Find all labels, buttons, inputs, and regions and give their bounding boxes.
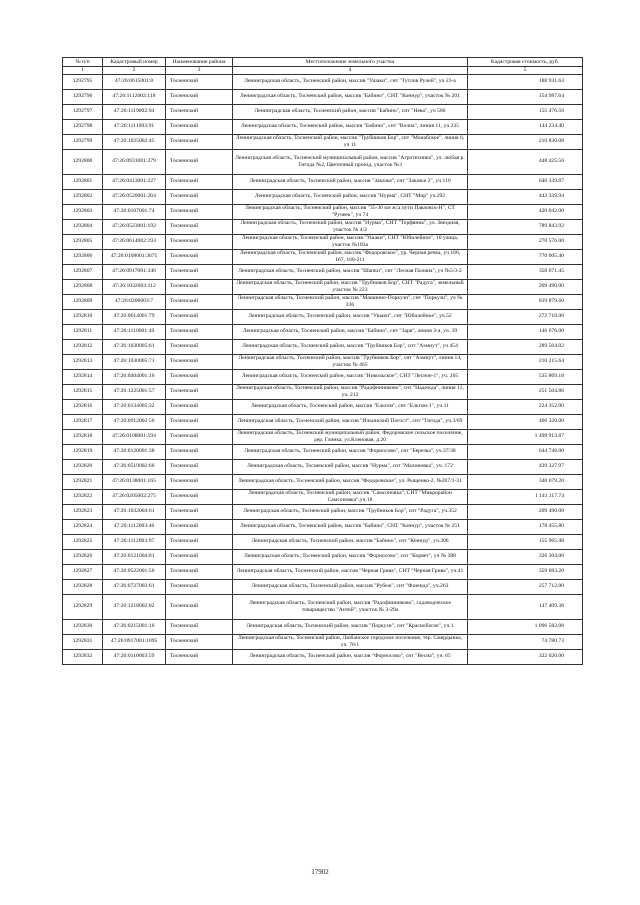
cadastral-value: 358 071.45 — [468, 264, 583, 279]
cadastral-number: 47:26:0107001:74 — [103, 204, 166, 219]
land-location: Ленинградская область, Тосненский район, массив "Федоровское", ул. Рыщенко-2, №267/1-31 — [233, 474, 468, 489]
land-location: Ленинградская область, Тосненский муниципальный район, Федоровское сельское поселение, дер. Глинка, ул.Кленовая, д.20 — [233, 429, 468, 444]
row-number: 1292817 — [63, 414, 103, 429]
land-location: Ленинградская область, Тосненский район, массив "Нурма", СНТ "Мир" уч.292 — [233, 189, 468, 204]
cadastral-number: 47:26:0614002:193 — [103, 234, 166, 249]
district-name: Тосненский — [166, 474, 233, 489]
page-number: 17902 — [311, 868, 329, 876]
cadastral-value: 155 965.48 — [468, 534, 583, 549]
land-location: Ленинградская область, Тосненский район, массив "Форносово", снт "Весна", уч. 65 — [233, 649, 468, 664]
cadastral-value: 535 869.18 — [468, 369, 583, 384]
row-number: 1292832 — [63, 649, 103, 664]
row-number: 1292824 — [63, 519, 103, 534]
cadastral-value: 144 234.40 — [468, 119, 583, 134]
cadastral-number: 47:26:0912002:56 — [103, 414, 166, 429]
cadastral-number: 47:26:1032003:112 — [103, 279, 166, 294]
district-name: Тосненский — [166, 504, 233, 519]
cadastral-value: 188 931.63 — [468, 74, 583, 89]
land-location: Ленинградская область, Тосненский район, массив "Нурма", СНТ "Торфяник", ул. Звездная, участок № 4/2 — [233, 219, 468, 234]
cadastral-value: 340 679.20 — [468, 474, 583, 489]
cadastral-number: 47:26:1112003:46 — [103, 519, 166, 534]
row-number: 1292798 — [63, 119, 103, 134]
land-location: Ленинградская область, Тосненский район, массив "Бабино", СНТ "Коннур", участок № 251 — [233, 519, 468, 534]
column-index: 1 — [63, 67, 103, 75]
row-number: 1292804 — [63, 219, 103, 234]
table-row — [63, 219, 583, 234]
land-location: Ленинградская область, Тосненский район, массив "Ушаки", снт "Юбилейное", уч.52 — [233, 309, 468, 324]
cadastral-value: 210 830.08 — [468, 134, 583, 149]
table-row — [63, 619, 583, 634]
cadastral-value: 210 215.64 — [468, 354, 583, 369]
district-name: Тосненский — [166, 279, 233, 294]
cadastral-number: 47:26:0206003:7 — [103, 294, 166, 309]
district-name: Тосненский — [166, 249, 233, 264]
cadastral-value: 442 339.94 — [468, 189, 583, 204]
row-number: 1292803 — [63, 204, 103, 219]
column-index: 5 — [468, 67, 583, 75]
row-number: 1292800 — [63, 149, 103, 174]
column-index: 2 — [103, 67, 166, 75]
cadastral-number: 47:26:0522001:56 — [103, 564, 166, 579]
table-row — [63, 444, 583, 459]
table-row — [63, 384, 583, 399]
district-name: Тосненский — [166, 429, 233, 444]
row-number: 1292807 — [63, 264, 103, 279]
row-number: 1292814 — [63, 369, 103, 384]
cadastral-value: 289 504.02 — [468, 339, 583, 354]
cadastral-number: 47:26:0520001:264 — [103, 189, 166, 204]
district-name: Тосненский — [166, 354, 233, 369]
land-location: Ленинградская область, Тосненский район, массив "Ушаки", снт "Тутлов Ручей", уч 23-а — [233, 74, 468, 89]
cadastral-value: 359 083.20 — [468, 564, 583, 579]
land-location: Ленинградская область, Тосненский район, массив "Бабино", снт "Волна", линия 11, уч 235 — [233, 119, 468, 134]
table-row — [63, 279, 583, 294]
row-number: 1292823 — [63, 504, 103, 519]
land-location: Ленинградская область, Тосненский район, массив "Поркузи", снт "Краснобогач", уч.1 — [233, 619, 468, 634]
row-number: 1292826 — [63, 549, 103, 564]
land-location: Ленинградская область, Тосненский район, массив "Ельтом", снт "Ельтом-1", уч.11 — [233, 399, 468, 414]
cadastral-number: 47:26:1030005:71 — [103, 354, 166, 369]
table-row — [63, 249, 583, 264]
cadastral-value: 147 409.38 — [468, 594, 583, 619]
cadastral-number: 47:26:0120001:38 — [103, 444, 166, 459]
table-row — [63, 634, 583, 649]
table-row — [63, 354, 583, 369]
cadastral-number: 47:26:0917001:1095 — [103, 634, 166, 649]
district-name: Тосненский — [166, 564, 233, 579]
table-row — [63, 399, 583, 414]
cadastral-number: 47:26:1111003:91 — [103, 119, 166, 134]
cadastral-value: 406 320.00 — [468, 414, 583, 429]
cadastral-number: 47:26:0108001:594 — [103, 429, 166, 444]
column-index-row — [63, 67, 583, 75]
row-number: 1292808 — [63, 279, 103, 294]
cadastral-number: 47:26:0138001:165 — [103, 474, 166, 489]
district-name: Тосненский — [166, 549, 233, 564]
district-name: Тосненский — [166, 534, 233, 549]
land-registry-sheet — [62, 57, 582, 665]
land-location: Ленинградская область, Тосненский район, массив "Трубников Бор", СНТ "Радуга", земельный участок № 223 — [233, 279, 468, 294]
district-name: Тосненский — [166, 444, 233, 459]
district-name: Тосненский — [166, 234, 233, 249]
cadastral-value-table — [62, 57, 583, 665]
cadastral-value: 224 352.00 — [468, 399, 583, 414]
land-location: Ленинградская область, Тосненский район, массив "Трубников Бор", снт "Монабское", линия 6, уч 11 — [233, 134, 468, 149]
cadastral-value: 270 576.00 — [468, 234, 583, 249]
cadastral-value: 644 748.00 — [468, 444, 583, 459]
cadastral-value: 1 499 913.87 — [468, 429, 583, 444]
district-name: Тосненский — [166, 134, 233, 149]
table-row — [63, 519, 583, 534]
district-name: Тосненский — [166, 149, 233, 174]
cadastral-number: 47:26:1032004:61 — [103, 504, 166, 519]
district-name: Тосненский — [166, 459, 233, 474]
cadastral-value: 448 425.56 — [468, 149, 583, 174]
cadastral-value: 819 879.60 — [468, 294, 583, 309]
row-number: 1292801 — [63, 174, 103, 189]
header-location: Местоположение земельного участка — [233, 58, 468, 67]
land-location: Ленинградская область, Тосненский район, массив "Никольское", СНТ "Лесное-1", уч. 265 — [233, 369, 468, 384]
district-name: Тосненский — [166, 174, 233, 189]
table-row — [63, 564, 583, 579]
cadastral-number: 47:26:0205002:275 — [103, 489, 166, 504]
land-location: Ленинградская область, Тосненский район, массив "Черная Грива", СНТ "Черная Грива", уч.41 — [233, 564, 468, 579]
land-location: Ленинградская область, Тосненский район, массив "Трубников Бор", снт "Аэмнут", уч 454 — [233, 339, 468, 354]
cadastral-value: 154 987.64 — [468, 89, 583, 104]
column-index: 4 — [233, 67, 468, 75]
header-number: № п/п — [63, 58, 103, 67]
table-row — [63, 89, 583, 104]
land-location: Ленинградская область, Тосненский район, массив "Машинно-Поркузи", снт "Поркузи", уч № 336 — [233, 294, 468, 309]
cadastral-value: 251 504.86 — [468, 384, 583, 399]
table-row — [63, 74, 583, 89]
cadastral-value: 420 042.00 — [468, 204, 583, 219]
cadastral-number: 47:26:0614001:79 — [103, 309, 166, 324]
table-row — [63, 234, 583, 249]
row-number: 1292806 — [63, 249, 103, 264]
cadastral-value: 272 718.00 — [468, 309, 583, 324]
district-name: Тосненский — [166, 649, 233, 664]
district-name: Тосненский — [166, 399, 233, 414]
table-row — [63, 339, 583, 354]
table-row — [63, 414, 583, 429]
table-row — [63, 474, 583, 489]
district-name: Тосненский — [166, 619, 233, 634]
table-row — [63, 264, 583, 279]
district-name: Тосненский — [166, 324, 233, 339]
row-number: 1292799 — [63, 134, 103, 149]
cadastral-number: 47:26:0215001:16 — [103, 619, 166, 634]
district-name: Тосненский — [166, 594, 233, 619]
district-name: Тосненский — [166, 414, 233, 429]
table-row — [63, 119, 583, 134]
district-name: Тосненский — [166, 309, 233, 324]
table-row — [63, 429, 583, 444]
land-location: Ленинградская область, Тосненский район, Любанское городское поселение, тер. Смердынка, уч. 76/1 — [233, 634, 468, 649]
header-row — [63, 58, 583, 67]
table-row — [63, 324, 583, 339]
row-number: 1292811 — [63, 324, 103, 339]
row-number: 1292819 — [63, 444, 103, 459]
cadastral-number: 47:26:0523001:192 — [103, 219, 166, 234]
land-location: Ленинградская область, Тосненский район, массив "Ильинский Погост", снт "Тигода", уч.3/69 — [233, 414, 468, 429]
district-name: Тосненский — [166, 219, 233, 234]
cadastral-value: 146 676.00 — [468, 324, 583, 339]
row-number: 1292830 — [63, 619, 103, 634]
land-location: Ленинградская область, Тосненский район, массив "Бабино", снт "Коннур", уч.306 — [233, 534, 468, 549]
table-row — [63, 489, 583, 504]
cadastral-number: 47:26:1110001:49 — [103, 324, 166, 339]
cadastral-number: 47:26:1119002:94 — [103, 104, 166, 119]
table-row — [63, 174, 583, 189]
table-row — [63, 134, 583, 149]
district-name: Тосненский — [166, 489, 233, 504]
table-body — [63, 74, 583, 664]
table-row — [63, 104, 583, 119]
land-location: Ленинградская область, Тосненский район, массив "Бабино", СНТ "Коннур", участок № 201 — [233, 89, 468, 104]
row-number: 1292831 — [63, 634, 103, 649]
cadastral-number: 47:26:1218002:82 — [103, 594, 166, 619]
land-location: Ленинградская область, Тосненский район, массив "Федоровское", ур. Черная речка, уч 166, 167, 168-211 — [233, 249, 468, 264]
district-name: Тосненский — [166, 89, 233, 104]
cadastral-number: 47:26:0931001:279 — [103, 149, 166, 174]
land-location: Ленинградская область, Тосненский район, массив "Заказье", снт "Заказье 2", уч 110 — [233, 174, 468, 189]
row-number: 1292821 — [63, 474, 103, 489]
district-name: Тосненский — [166, 369, 233, 384]
cadastral-number: 47:26:1112003:97 — [103, 534, 166, 549]
table-row — [63, 649, 583, 664]
table-row — [63, 189, 583, 204]
table-row — [63, 369, 583, 384]
cadastral-value: 74 780.73 — [468, 634, 583, 649]
cadastral-value: 326 304.00 — [468, 549, 583, 564]
cadastral-number: 47:26:0134005:32 — [103, 399, 166, 414]
cadastral-value: 209 490.00 — [468, 504, 583, 519]
cadastral-value: 770 005.40 — [468, 249, 583, 264]
header-district: Наименование района — [166, 58, 233, 67]
row-number: 1292809 — [63, 294, 103, 309]
cadastral-value: 789 843.92 — [468, 219, 583, 234]
land-location: Ленинградская область, Тосненский район, массив "Шапки", снт "Лесная Поляна", уч №5/3-2 — [233, 264, 468, 279]
land-location: Ленинградская область, Тосненский район, массив "35-36 км ж/д пути Павловск-Н", СТ "Ручеек", уч 74 — [233, 204, 468, 219]
table-row — [63, 579, 583, 594]
table-row — [63, 309, 583, 324]
district-name: Тосненский — [166, 634, 233, 649]
cadastral-number: 47:26:0121004:81 — [103, 549, 166, 564]
district-name: Тосненский — [166, 189, 233, 204]
cadastral-number: 47:26:1225001:57 — [103, 384, 166, 399]
table-row — [63, 549, 583, 564]
land-location: Ленинградская область, Тосненский район, массив "Радофинниково", снт "Надежда", линия 11, уч. 212 — [233, 384, 468, 399]
table-row — [63, 504, 583, 519]
cadastral-value: 1 141 117.74 — [468, 489, 583, 504]
cadastral-number: 47:26:1025002:45 — [103, 134, 166, 149]
district-name: Тосненский — [166, 384, 233, 399]
district-name: Тосненский — [166, 264, 233, 279]
district-name: Тосненский — [166, 294, 233, 309]
cadastral-number: 47:26:0110003:59 — [103, 649, 166, 664]
cadastral-value: 439 327.97 — [468, 459, 583, 474]
table-row — [63, 459, 583, 474]
row-number: 1292815 — [63, 384, 103, 399]
land-location: Ленинградская область, Тосненский район, массив "Рубеж", снт "Фазенда", уч.263 — [233, 579, 468, 594]
district-name: Тосненский — [166, 579, 233, 594]
land-location: Ленинградская область, Тосненский район, массив "Трубников Бор", снт "Радуга", уч.352 — [233, 504, 468, 519]
land-location: Ленинградская область, Тосненский район, массив "Бабино", снт "Заря", линия 3-а, уч. 39 — [233, 324, 468, 339]
cadastral-value: 209 490.00 — [468, 279, 583, 294]
land-location: Ленинградская область, Тосненский район, массив "Форносово", снт "Корвет", уч № 388 — [233, 549, 468, 564]
land-location: Ленинградская область, Тосненский район, массив "Трубников Бор", снт "Аэмнут", линия 14, участок № 465 — [233, 354, 468, 369]
row-number: 1292797 — [63, 104, 103, 119]
row-number: 1292813 — [63, 354, 103, 369]
cadastral-value: 155 476.56 — [468, 104, 583, 119]
district-name: Тосненский — [166, 204, 233, 219]
row-number: 1292816 — [63, 399, 103, 414]
row-number: 1292805 — [63, 234, 103, 249]
cadastral-value: 178 455.80 — [468, 519, 583, 534]
cadastral-value: 646 339.87 — [468, 174, 583, 189]
land-location: Ленинградская область, Тосненский район, массив "Радофинниково", садоводческое товарищество "Антей", участок № 3-29а — [233, 594, 468, 619]
cadastral-number: 47:26:1112002:118 — [103, 89, 166, 104]
table-row — [63, 534, 583, 549]
header-cadastral-value: Кадастровая стоимость, руб. — [468, 58, 583, 67]
row-number: 1292825 — [63, 534, 103, 549]
cadastral-value: 1 096 582.08 — [468, 619, 583, 634]
row-number: 1292827 — [63, 564, 103, 579]
row-number: 1292795 — [63, 74, 103, 89]
cadastral-number: 47:26:0727003:61 — [103, 579, 166, 594]
cadastral-number: 47:26:0413001:227 — [103, 174, 166, 189]
row-number: 1292829 — [63, 594, 103, 619]
cadastral-number: 47:26:0404001:16 — [103, 369, 166, 384]
cadastral-number: 47:26:0917001:346 — [103, 264, 166, 279]
table-row — [63, 204, 583, 219]
land-location: Ленинградская область, Тосненский район, массив "Самсоновка", СНТ "Микрорайон Самсоновка",уч.18 — [233, 489, 468, 504]
row-number: 1292822 — [63, 489, 103, 504]
row-number: 1292820 — [63, 459, 103, 474]
table-row — [63, 594, 583, 619]
table-row — [63, 294, 583, 309]
column-index: 3 — [166, 67, 233, 75]
cadastral-number: 47:26:0108001:3071 — [103, 249, 166, 264]
table-row — [63, 149, 583, 174]
cadastral-number: 47:26:1030005:61 — [103, 339, 166, 354]
header-cadastral-number: Кадастровый номер — [103, 58, 166, 67]
land-location: Ленинградская область, Тосненский муниципальный район, массив "Агротехника", ул. любая р. Тигода №2, Цветочный проезд, участок №3 — [233, 149, 468, 174]
district-name: Тосненский — [166, 74, 233, 89]
district-name: Тосненский — [166, 519, 233, 534]
district-name: Тосненский — [166, 339, 233, 354]
cadastral-value: 322 020.00 — [468, 649, 583, 664]
cadastral-number: 47:26:0615001:8 — [103, 74, 166, 89]
row-number: 1292802 — [63, 189, 103, 204]
land-location: Ленинградская область, Тосненский район, массив "Ушаки", СНТ "Юбилейное", 10 улица, участок №183а — [233, 234, 468, 249]
row-number: 1292796 — [63, 89, 103, 104]
row-number: 1292818 — [63, 429, 103, 444]
cadastral-number: 47:26:0519002:66 — [103, 459, 166, 474]
district-name: Тосненский — [166, 104, 233, 119]
row-number: 1292810 — [63, 309, 103, 324]
land-location: Ленинградская область, Тосненский район, массив "Бабино", снт "Нева", уч 566 — [233, 104, 468, 119]
row-number: 1292812 — [63, 339, 103, 354]
land-location: Ленинградская область, Тосненский район, массив "Форносово", снт "Березка", уч.37/38 — [233, 444, 468, 459]
land-location: Ленинградская область, Тосненский район, массив "Нурма", снт "Малиновка", уч. 172 — [233, 459, 468, 474]
cadastral-value: 257 712.00 — [468, 579, 583, 594]
district-name: Тосненский — [166, 119, 233, 134]
row-number: 1292828 — [63, 579, 103, 594]
